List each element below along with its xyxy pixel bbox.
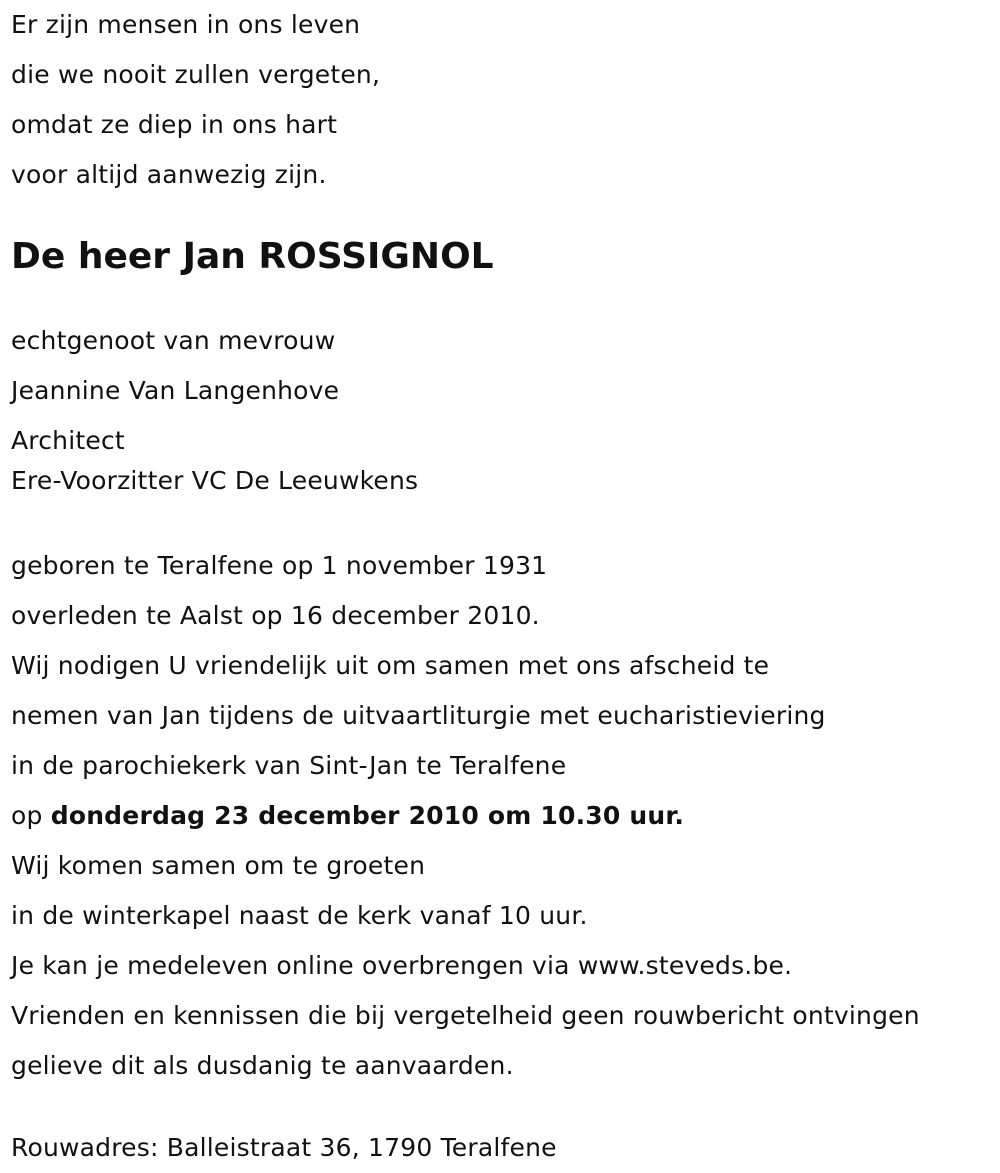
- gathering-line: Wij komen samen om te groeten: [11, 851, 426, 880]
- service-date-line: [11, 791, 991, 841]
- gathering-line: Vrienden en kennissen die bij vergetelheid geen rouwbericht ontvingen: [11, 1001, 920, 1030]
- spouse-intro: echtgenoot van mevrouw: [11, 326, 336, 355]
- death-line: overleden te Aalst op 16 december 2010.: [11, 601, 540, 630]
- poem-line: die we nooit zullen vergeten,: [11, 60, 381, 89]
- poem-line: voor altijd aanwezig zijn.: [11, 160, 327, 189]
- deceased-name: De heer Jan ROSSIGNOL: [11, 236, 494, 277]
- birth-line: geboren te Teralfene op 1 november 1931: [11, 551, 548, 580]
- memorial-poem: [11, 0, 991, 200]
- poem-line: Er zijn mensen in ons leven: [11, 10, 361, 39]
- invitation-line: nemen van Jan tijdens de uitvaartliturgie met eucharistieviering: [11, 701, 826, 730]
- spouse-name: Jeannine Van Langenhove: [11, 376, 340, 405]
- service-datetime: donderdag 23 december 2010 om 10.30 uur.: [50, 801, 685, 830]
- poem-line: omdat ze diep in ons hart: [11, 110, 338, 139]
- service-prefix: op: [11, 801, 51, 830]
- life-and-service-details: [11, 541, 991, 1091]
- honorary-title: Ere-Voorzitter VC De Leeuwkens: [11, 466, 419, 495]
- mourning-address: Rouwadres: Balleistraat 36, 1790 Teralfene: [11, 1133, 557, 1162]
- gathering-line: in de winterkapel naast de kerk vanaf 10 uur.: [11, 901, 588, 930]
- mourning-address-block: [11, 1123, 991, 1173]
- invitation-line: in de parochiekerk van Sint-Jan te Teralfene: [11, 751, 567, 780]
- profession: Architect: [11, 426, 125, 455]
- obituary-notice: [11, 0, 991, 1173]
- gathering-line: gelieve dit als dusdanig te aanvaarden.: [11, 1051, 514, 1080]
- gathering-line: Je kan je medeleven online overbrengen via www.steveds.be.: [11, 951, 793, 980]
- relations-and-titles: [11, 316, 991, 501]
- invitation-line: Wij nodigen U vriendelijk uit om samen met ons afscheid te: [11, 651, 770, 680]
